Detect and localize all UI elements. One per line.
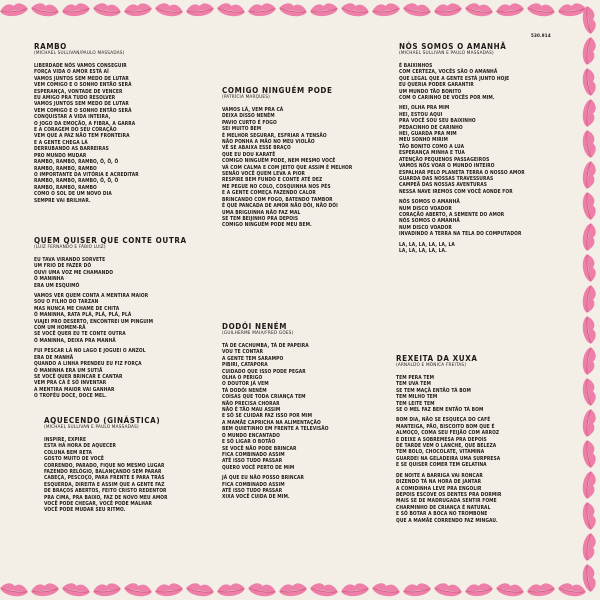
lyric-line: TEM MILHO TEM [396, 394, 438, 401]
lyric-line: MEU SONHO MIRIM [399, 137, 448, 144]
lyric-line: DERRUBANDO AS BARREIRAS [34, 146, 109, 153]
lyric-line: COLUNA BEM RETA [44, 449, 92, 456]
lyric-line: RAMBO, RAMBO, RAMBO [34, 165, 97, 172]
lyric-stanza [396, 473, 502, 524]
lyric-line: INSPIRE, EXPIRE [44, 437, 87, 443]
song-rexeita-da-xuxa [396, 354, 502, 528]
song-comigo-ninguem-pode [222, 86, 352, 233]
lyric-line: A COMIDINHA LEVE PRA ENGOLIR [396, 485, 482, 492]
lyric-line: Ó MANINHA ERA UM SUTIÃ [34, 367, 103, 374]
lyric-line: QUE EU DOU KARATÊ [222, 151, 276, 158]
lyric-line: GUARDA DAS NOSSAS TRAVESSURAS [399, 175, 494, 182]
lyric-stanza [399, 199, 525, 237]
lyric-stanza [44, 437, 168, 514]
song-title: NÓS SOMOS O AMANHÃ [399, 42, 507, 51]
lyric-line: DIZENDO TÁ NA HORA DE JANTAR [396, 479, 482, 486]
lyric-line: VEM QUE A PAZ NÃO TEM FRONTEIRA [34, 133, 130, 140]
lyric-line: XIXA VOCÊ CUIDA DE MIM. [222, 494, 290, 501]
lyric-line: ATÉ ISSO TUDO PASSAR [222, 458, 283, 465]
lips-icon [581, 191, 597, 220]
song-aquecendo-ginastica [44, 416, 168, 518]
song-title: RAMBO [34, 42, 67, 51]
lyric-line: TEM BOLO, CHOCOLATE, VITAMINA [396, 449, 485, 456]
lyric-line: MAS NUNCA ME CHAME DE CHITA [34, 305, 120, 312]
lyric-line: ATÉ ISSO TUDO PASSAR [222, 487, 283, 494]
lyric-line: MANTEIGA, PÃO, BISCOITO BOM QUE É [396, 423, 495, 430]
lyric-line: PEDACINHO DE CARINHO [399, 124, 463, 131]
lips-icon [581, 563, 597, 592]
lyric-line: PRA VOCÊ SOU SEU BAIXINHO [399, 118, 476, 125]
lyric-line: CABEÇA, PESCOÇO, PARA FRENTE E PARA TRÁS [44, 475, 165, 482]
lyric-line: DE NOITE A BARRIGA VAI RONCAR [396, 472, 483, 479]
song-lyrics [399, 63, 525, 254]
lips-icon [581, 284, 597, 313]
lyric-line: BOM DIA, NÃO SE ESQUEÇA DO CAFÉ [396, 417, 491, 424]
lyric-stanza [222, 107, 352, 229]
lyric-line: ALMOÇO, COMA SEU FEIJÃO COM ARROZ [396, 430, 500, 437]
song-lyrics [34, 257, 187, 400]
lyric-line: RAMBO, RAMBO, RAMBO, Ô, Ô, Ô [34, 159, 119, 166]
lips-icon [526, 2, 555, 18]
lyric-line: SE VOCÊ QUER EU TE CONTE OUTRA [34, 331, 126, 338]
lyric-line: É MELHOR SEGURAR, ESFRIAR A TENSÃO [222, 132, 327, 139]
lyric-line: QUE A MAMÃE CORRENDO FAZ MINGAU. [396, 517, 498, 524]
lyric-line: FICA COMBINADO ASSIM [222, 481, 285, 488]
lyric-stanza [34, 348, 187, 399]
lips-icon [581, 222, 597, 251]
lyric-line: VEM COMIGO E O SONHO ENTÃO SERÁ [34, 82, 132, 89]
lyric-line: SE TEM MAÇÃ ENTÃO TÁ BOM [396, 387, 471, 394]
lips-icon [557, 582, 586, 598]
song-quem-quiser-que-conte-outra [34, 236, 187, 404]
lyric-stanza [34, 257, 187, 289]
lyric-line: VEM PRA CÁ É SÓ INVENTAR [34, 380, 107, 387]
lyric-line: VAMOS LÁ, VEM PRA CÁ [222, 107, 284, 113]
lips-icon [371, 2, 400, 17]
lyric-line: E SÓ BOTAR A BOCA NO TROMBONE [396, 511, 488, 518]
lyric-line: HEI, ESTOU AQUI [399, 111, 443, 118]
lips-icon [340, 2, 369, 18]
song-title: COMIGO NINGUÉM PODE [222, 86, 333, 95]
lyric-line: UM MUNDO TÃO BONITO [399, 88, 462, 95]
lyric-line: INVADINDO A TERRA NA TELA DO COMPUTADOR [399, 231, 522, 238]
lyric-line: UMA BRIGUINHA NÃO FAZ MAL [222, 209, 301, 216]
song-lyrics [44, 437, 168, 514]
lyric-line: JÁ QUE EU NÃO POSSO BRINCAR [222, 475, 305, 482]
lips-icon [0, 582, 29, 598]
lyric-line: GUARDEI NA GELADEIRA UMA SURPRESA [396, 455, 501, 462]
lyric-stanza [34, 293, 187, 344]
lyric-line: SEI MUITO BEM [222, 126, 262, 133]
lyric-line: QUE LEGAL QUE A GENTE ESTÁ JUNTO HOJE [399, 75, 510, 82]
lyric-line: CORAÇÃO ABERTO, A SEMENTE DO AMOR [399, 211, 505, 218]
lyric-line: FORÇA VIDA O AMOR ESTÁ AÍ [34, 69, 109, 76]
lyric-line: O IMPORTANTE DA VITÓRIA E ACREDITAR [34, 171, 139, 178]
lips-icon [581, 439, 597, 468]
lips-icon [278, 582, 307, 597]
lyric-line: A MENTIRA MAIOR VAI GANHAR [34, 386, 115, 393]
song-nos-somos-o-amanha [399, 42, 525, 258]
lyric-line: ATENÇÃO PEQUENOS PASSAGEIROS [399, 156, 490, 163]
lyric-line: VAMOS NÓS VOAR O MUNDO INTEIRO [399, 163, 495, 170]
lips-icon [581, 67, 597, 96]
lyric-line: Ó MANINHA [34, 276, 65, 283]
lips-icon [581, 470, 597, 499]
lyric-line: COM CERTEZA, VOCÊS SÃO O AMANHÃ [399, 69, 498, 76]
lips-icon [581, 253, 597, 282]
lyric-line: TEM PERA TEM [396, 375, 435, 381]
lyric-line: TEM UVA TEM [396, 381, 431, 388]
lyric-line: O TROFÉU DOCE, DOCE MEL. [34, 393, 107, 400]
lips-icon [464, 582, 493, 597]
lyric-line: BRINCANDO COM FOGO, BATENDO TAMBOR [222, 196, 333, 203]
lips-icon [433, 2, 462, 17]
lips-icon [581, 160, 597, 189]
song-lyrics [34, 63, 139, 204]
lyric-line: LA, LA, LA, LA, LA. [399, 247, 447, 254]
lyric-stanza [222, 343, 329, 471]
lips-icon [581, 532, 597, 561]
lyric-line: ESPERANÇA, VONTADE DE VENCER [34, 88, 123, 95]
lyric-line: COMIGO NINGUÉM PODE, NEM MESMO VOCÊ [222, 158, 336, 165]
lyric-line: LIBERDADE NÓS VAMOS CONSEGUIR [34, 63, 127, 69]
lips-border-bottom [0, 576, 600, 600]
lips-icon [581, 501, 597, 530]
lyric-line: CORRENDO, PARADO, FIQUE NO MESMO LUGAR [44, 462, 165, 469]
lips-icon [247, 2, 276, 17]
lyric-line: A GENTE TEM SARAMPO [222, 355, 284, 362]
lyric-line: COM UM HOMEM-RÃ [34, 325, 86, 332]
lyric-line: PRA CIMA, PRA BAIXO, FAZ DE NOVO MEU AMOR [44, 494, 168, 501]
lyric-line: FICA COMBINADO ASSIM [222, 451, 285, 458]
lyric-line: PRO MUNDO MUDAR [34, 152, 87, 159]
lyric-line: TÁ DE CACHUMBA, TÁ DE PAPEIRA [222, 343, 309, 349]
lyric-line: E A CORAGEM DO SEU CORAÇÃO [34, 127, 117, 134]
lyric-line: VÁ COM CALMA E COM JEITO QUE ASSIM É MELHOR [222, 164, 353, 171]
lyric-line: E SÓ SE CUIDAR FAZ ISSO POR MIM [222, 413, 313, 420]
lips-icon [557, 2, 586, 17]
lips-icon [216, 582, 245, 597]
song-title: AQUECENDO (GINÁSTICA) [44, 416, 161, 425]
lyric-stanza [396, 375, 502, 413]
lyric-line: FUI PESCAR LÁ NO LAGO E JOGUEI O ANZOL [34, 348, 146, 355]
lyric-line: DE BRAÇOS ABERTOS, FEITO CRISTO REDENTOR [44, 488, 167, 495]
lyric-line: EU AMIGO PRA TUDO RESOLVER [34, 95, 116, 102]
lips-icon [495, 582, 524, 598]
lyric-line: QUANDO A LINHA PRENDEU EU FIZ FORÇA [34, 361, 142, 368]
lips-icon [309, 582, 338, 598]
song-dodoi-nenem [222, 322, 329, 505]
lyric-line: SE VOCÊ QUER BRINCAR E CANTAR [34, 373, 123, 380]
lyric-line: É QUE PANCADA DE AMOR NÃO DÓI, NÃO DÓI [222, 203, 338, 210]
lyric-line: PIBIRI, CATAPORA [222, 362, 268, 369]
lyric-stanza [396, 417, 502, 468]
lips-icon [402, 2, 431, 18]
lyric-line: RESPIRE BEM FUNDO E CONTE ATÉ DEZ [222, 177, 323, 184]
lyric-line: O MUNDO ENCANTADO [222, 432, 280, 439]
lyric-line: E DEIXE A SOBREMESA PRA DEPOIS [396, 436, 487, 443]
lips-icon [309, 2, 338, 17]
lyric-line: COISAS QUE TODA CRIANÇA TEM [222, 394, 306, 401]
lyric-line: EU QUERIA PODER GARANTIR [399, 82, 474, 89]
song-credit: (MICHAEL SULLIVAN E PAULO MASSADAS) [44, 425, 139, 430]
lyric-line: NESSA NAVE IREMOS COM VOCÊ AONDE FOR [399, 188, 513, 195]
song-lyrics [222, 107, 352, 229]
lyric-line: ESPERANÇA MINHA E TUA [399, 150, 465, 157]
lips-icon [123, 582, 152, 598]
lyric-line: RAMBO, RAMBO, RAMBO, Ô, Ô, Ô [34, 178, 119, 185]
lyric-line: NÓS SOMOS O AMANHÃ [399, 199, 460, 206]
lyric-line: NÃO PRECISA CHORAR [222, 400, 280, 407]
lyric-line: VOU TE CONTAR [222, 349, 264, 356]
song-rambo [34, 42, 139, 208]
lyric-line: SENÃO VOCÊ QUEM LEVA A PIOR [222, 171, 306, 178]
lyric-line: CONQUISTAR A VIDA INTEIRA, [34, 114, 111, 121]
lyric-line: ESTA HÁ HORA DE AQUECER [44, 443, 116, 450]
lyric-line: A MAMÃE CAPRICHA NA ALIMENTAÇÃO [222, 419, 321, 426]
lyric-line: ERA DE MANHÃ [34, 354, 74, 361]
lyric-line: É BAIXINHOS [399, 63, 433, 69]
lyric-line: DEPOIS ESCOVE OS DENTES PRA DORMIR [396, 491, 502, 498]
lips-icon [581, 5, 597, 34]
lips-icon [185, 2, 214, 17]
lyric-line: O JOGO DA EMOÇÃO, A FIBRA, A GARRA [34, 120, 136, 127]
song-title: REXEITA DA XUXA [396, 354, 478, 363]
lyric-line: VÊ SE ABAIXA ESSE BRAÇO [222, 145, 291, 152]
lips-icon [123, 2, 152, 17]
lips-icon [92, 2, 121, 18]
lyric-line: COMO O SOL DE UM NOVO DIA [34, 191, 112, 198]
lyric-stanza [399, 242, 525, 255]
lips-icon [61, 2, 90, 17]
lyric-line: GOSTO MUITO DE VOCÊ [44, 456, 105, 463]
lyric-line: E SÓ LIGAR O BOTÃO [222, 439, 276, 446]
song-credit: (MICHAEL SULLIVAN E PAULO MASSADAS) [399, 51, 494, 56]
lips-icon [30, 2, 59, 18]
lyric-line: E A GENTE CHEGA LÁ [34, 139, 88, 146]
lyric-line: TÃO BONITO COMO A LUA [399, 143, 465, 150]
lips-icon [433, 582, 462, 598]
lips-icon [581, 129, 597, 158]
lyric-stanza [222, 475, 329, 501]
catalog-number: 530.914 [531, 34, 551, 39]
lyric-line: ESPALHAR PELO PLANETA TERRA O NOSSO AMOR [399, 169, 525, 176]
lyric-line: DE TARDE VEM O LANCHE, QUE BELEZA [396, 443, 497, 450]
lyric-line: E SE QUISER COMER TEM GELATINA [396, 462, 487, 469]
lyric-line: RAMBO, RAMBO, RAMBO [34, 184, 97, 191]
lyric-line: UM FRIO DE FAZER DÓ [34, 263, 92, 270]
lyric-line: HEI, GUARDA PRA MIM [399, 131, 457, 138]
song-title: QUEM QUISER QUE CONTE OUTRA [34, 236, 187, 245]
lyric-line: SOU O FILHO DO TARZAN [34, 299, 99, 306]
lips-icon [30, 582, 59, 597]
lyric-line: OLHA O PERIGO [222, 375, 263, 382]
lips-icon [581, 36, 597, 65]
lips-icon [154, 2, 183, 18]
song-lyrics [396, 375, 502, 524]
lyric-line: CHARMINHO DE CRIANÇA É NATURAL [396, 504, 491, 511]
lyric-line: NÃO É TÃO MAU ASSIM [222, 407, 281, 414]
lyric-line: ERA UM ESQUIMÓ [34, 282, 80, 289]
lyric-line: SE VOCÊ NÃO PODE BRINCAR [222, 445, 297, 452]
lyric-line: VEM COMIGO E O SONHO ENTÃO SERÁ [34, 107, 132, 114]
lyric-line: NÃO PONHA A MÃO NO MEU VIOLÃO [222, 139, 315, 146]
lyric-line: DEIXA DISSO NENÉM [222, 113, 275, 120]
lyric-line: SE O MEL FAZ BEM ENTÃO TÁ BOM [396, 407, 484, 414]
lyric-stanza [399, 63, 525, 101]
lips-icon [0, 2, 29, 17]
lips-icon [581, 98, 597, 127]
lips-icon [371, 582, 400, 598]
lyric-line: BEM QUIETINHO EM FRENTE A TELEVISÃO [222, 426, 329, 433]
lyric-line: COMIGO NINGUÉM PODE MEU BEM. [222, 222, 312, 229]
lyric-line: VOCÊ PODE CHEGAR, VOCÊ PODE MALHAR [44, 501, 153, 508]
lyric-line: TEM LEITE TEM [396, 400, 435, 407]
lyric-line: NUM DISCO VOADOR [399, 205, 452, 212]
lyric-line: COM O CARINHO DE VOCÊS POR MIM. [399, 95, 495, 102]
song-credit: (PATRÍCIA MARQUES) [222, 95, 271, 100]
lyric-line: Ó MANINHA, RATA PLÁ, PLÁ, PLÁ, PLÁ [34, 312, 132, 319]
lyric-line: NUM DISCO VOADOR [399, 224, 452, 231]
lips-icon [581, 346, 597, 375]
lyric-line: E A GENTE COMEÇA FAZENDO CALOR [222, 190, 316, 197]
lips-icon [61, 582, 90, 598]
lyric-line: QUERO VOCÊ PERTO DE MIM [222, 464, 295, 471]
lyric-line: MAIS SE DE MADRUGADA SENTIR FOME [396, 498, 497, 505]
lyric-line: LA, LA, LA, LA, LA, LA [399, 241, 455, 248]
lyric-line: SE TEM BEIJINHO PRA DEPOIS [222, 215, 299, 222]
lyric-line: CUIDADO QUE ISSO PODE PEGAR [222, 368, 306, 375]
lyric-line: VAMOS JUNTOS SEM MEDO DE LUTAR [34, 75, 129, 82]
lips-border-top [0, 0, 600, 24]
lyric-line: EU TAVA VIRANDO SORVETE [34, 257, 106, 263]
lyric-line: PAVIO CURTO É FOGO [222, 119, 277, 126]
lips-icon [278, 2, 307, 18]
song-credit: (MICHAEL SULLIVAN/PAULO MASSADAS) [34, 51, 125, 56]
song-credit: (LUIZ FERNANDO E FÁBIO LUIZ) [34, 245, 106, 250]
lyric-line: Ó MANINHA, DEIXA PRA MANHÃ [34, 337, 116, 344]
lips-icon [526, 582, 555, 597]
lyric-line: FAZENDO RELÓGIO, BALANÇANDO SEM PARAR [44, 469, 162, 476]
lyric-line: TÁ DODÓI NENÉM [222, 387, 267, 394]
lyric-line: HEI, OLHA PRA MIM [399, 105, 450, 112]
song-lyrics [222, 343, 329, 501]
song-credit: (GUILHERME MAIA/FRED GÓES) [222, 331, 294, 336]
lyric-line: CAMPEÃ DAS NOSSAS AVENTURAS [399, 182, 487, 189]
lips-icon [247, 582, 276, 598]
lips-icon [581, 377, 597, 406]
lips-icon [402, 582, 431, 597]
lyric-line: VAMOS VER QUEM CONTA A MENTIRA MAIOR [34, 293, 149, 300]
lips-icon [92, 582, 121, 597]
lips-icon [340, 582, 369, 597]
lyric-line: OUVI UMA VOZ ME CHAMANDO [34, 269, 114, 276]
lips-icon [216, 2, 245, 18]
lips-border-right [578, 0, 600, 600]
lyric-line: VIAJEI PRO DESERTO, ENCONTREI UM PINGUIM [34, 318, 154, 325]
lyric-line: O DOUTOR JÁ VEM [222, 381, 269, 388]
song-title: DODÓI NENÉM [222, 322, 288, 331]
lyric-line: VOCÊ PODE MUDAR SEU RITMO. [44, 507, 126, 514]
lyric-line: VAMOS JUNTOS SEM MEDO DE LUTAR [34, 101, 129, 108]
lips-icon [464, 2, 493, 18]
lips-icon [495, 2, 524, 17]
lyric-line: ESQUERDA, DIREITA E ASSIM QUE A GENTE FAZ [44, 481, 165, 488]
lyric-line: ME PEGUE NO COLO, COSQUINHA NOS PÉS [222, 183, 331, 190]
lyric-stanza [399, 105, 525, 195]
lyric-line: SEMPRE VAI BRILHAR. [34, 197, 91, 204]
song-credit: (ARNALDO E MÔNICA FREITAS) [396, 363, 467, 368]
lips-icon [581, 315, 597, 344]
lips-icon [581, 408, 597, 437]
lips-icon [154, 582, 183, 597]
lyric-stanza [34, 63, 139, 204]
lyric-line: NÓS SOMOS O AMANHÃ [399, 218, 460, 225]
lips-icon [185, 582, 214, 598]
